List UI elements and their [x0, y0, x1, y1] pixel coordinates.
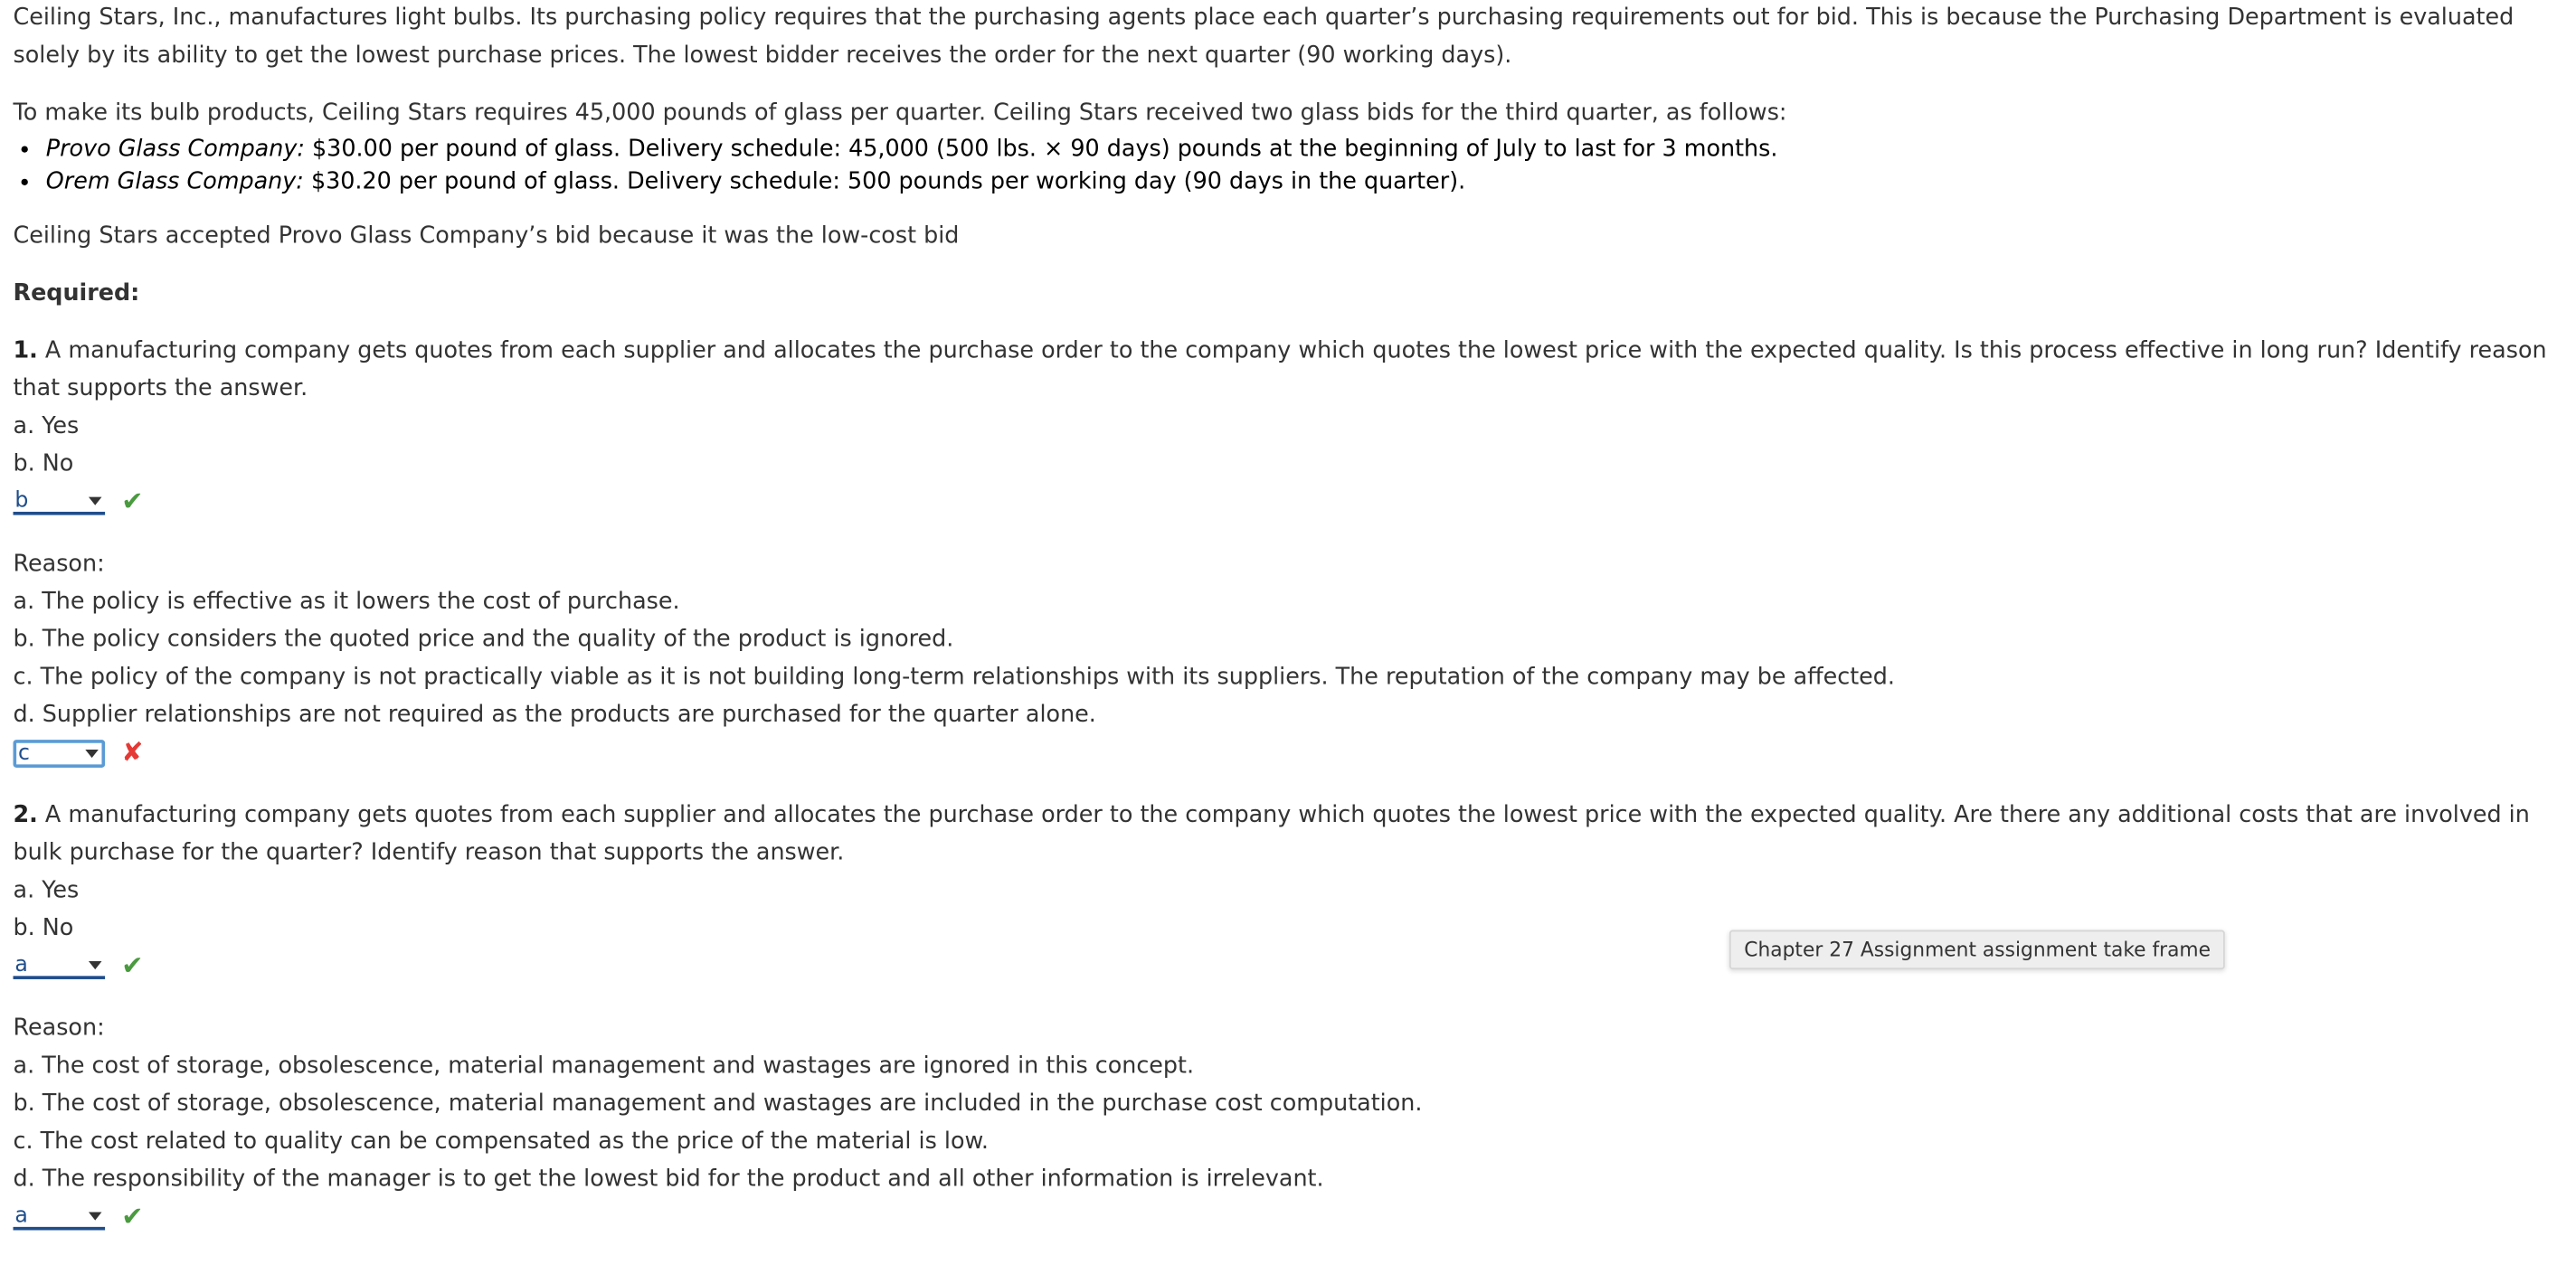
answer-select-value: b [14, 487, 29, 513]
dropdown-caret-icon [85, 749, 99, 757]
bid-item-provo [46, 133, 2564, 165]
question-number: 1. [13, 337, 38, 364]
reason-answer-row [14, 1199, 2565, 1235]
reason-option-c: c. The policy of the company is not practically viable as it is not building long-term relationships with its suppliers. The reputation of the company may be affected. [13, 664, 1896, 691]
reason-answer-row [14, 735, 2565, 771]
accepted-bid-statement: Ceiling Stars accepted Provo Glass Company’s bid because it was the low-cost bid [13, 222, 960, 250]
reason-option-a: a. The cost of storage, obsolescence, material management and wastages are ignored in this concept. [13, 1053, 1195, 1080]
answer-select-value: a [14, 952, 28, 977]
correct-check-icon: ✔ [121, 1200, 144, 1232]
dropdown-caret-icon [89, 496, 102, 505]
question-prompt: A manufacturing company gets quotes from each supplier and allocates the purchase order to the company which quotes the lowest price with the expected quality. Is this process effective in long run? Identify reason that supports the answer. [13, 337, 2547, 402]
reason-option-a: a. The policy is effective as it lowers the cost of purchase. [13, 589, 680, 616]
question-text [14, 798, 2565, 873]
reason-option-b: b. The cost of storage, obsolescence, material management and wastages are included in the purchase cost computation. [13, 1090, 1423, 1118]
reason-option-d: d. Supplier relationships are not required as the products are purchased for the quarter alone. [13, 702, 1096, 729]
question-2 [14, 798, 2565, 1235]
question-prompt: A manufacturing company gets quotes from each supplier and allocates the purchase order to the company which quotes the lowest price with the expected quality. Are there any additional costs that are involved in bulk purchase for the quarter? Identify reason that supports the answer. [13, 802, 2530, 866]
bid-company-name: Orem Glass Company: [45, 168, 304, 195]
question-1 [14, 333, 2565, 797]
intro-paragraph: Ceiling Stars, Inc., manufactures light bulbs. Its purchasing policy requires that the purchasing agents place each quarter’s purchasing requirements out for bid. This is because the Purchasing Department is evaluated solely by its ability to get the lowest purchase prices. The lowest bidder receives the order for the next quarter (90 working days). [13, 5, 2514, 70]
required-heading: Required: [13, 280, 140, 307]
reason-select[interactable] [14, 1204, 106, 1229]
reason-option-d: d. The responsibility of the manager is to get the lowest bid for the product and all other information is irrelevant. [13, 1166, 1324, 1193]
requirements-paragraph: To make its bulb products, Ceiling Stars requires 45,000 pounds of glass per quarter. Ceiling Stars received two glass bids for the third quarter, as follows: [13, 99, 1787, 127]
dropdown-caret-icon [89, 960, 102, 968]
reason-select-value: c [17, 741, 30, 766]
bid-details: $30.20 per pound of glass. Delivery schedule: 500 pounds per working day (90 days in the quarter). [303, 168, 1466, 195]
assignment-content [14, 0, 2565, 1235]
frame-title-tooltip: Chapter 27 Assignment assignment take frame [1729, 930, 2225, 970]
option-yes: a. Yes [13, 413, 80, 440]
bid-details: $30.00 per pound of glass. Delivery schedule: 45,000 (500 lbs. × 90 days) pounds at the beginning of July to last for 3 months. [304, 136, 1778, 163]
option-yes: a. Yes [13, 877, 80, 904]
option-no: b. No [13, 450, 74, 477]
bid-company-name: Provo Glass Company: [45, 136, 305, 163]
reason-select[interactable] [14, 739, 106, 767]
question-number: 2. [13, 802, 38, 829]
reason-label: Reason: [13, 551, 105, 578]
reason-option-b: b. The policy considers the quoted price and the quality of the product is ignored. [13, 626, 954, 653]
question-text [14, 333, 2565, 408]
answer-select[interactable] [14, 489, 106, 514]
bid-item-orem [46, 165, 2564, 198]
correct-check-icon: ✔ [121, 485, 144, 517]
answer-row [14, 484, 2565, 520]
dropdown-caret-icon [89, 1212, 102, 1220]
reason-option-c: c. The cost related to quality can be compensated as the price of the material is low. [13, 1128, 990, 1156]
answer-select[interactable] [14, 954, 106, 978]
incorrect-x-icon: ✘ [121, 736, 144, 768]
reason-select-value: a [14, 1203, 28, 1228]
option-no: b. No [13, 915, 74, 942]
bid-list [14, 133, 2565, 199]
reason-label: Reason: [13, 1015, 105, 1042]
correct-check-icon: ✔ [121, 949, 144, 981]
